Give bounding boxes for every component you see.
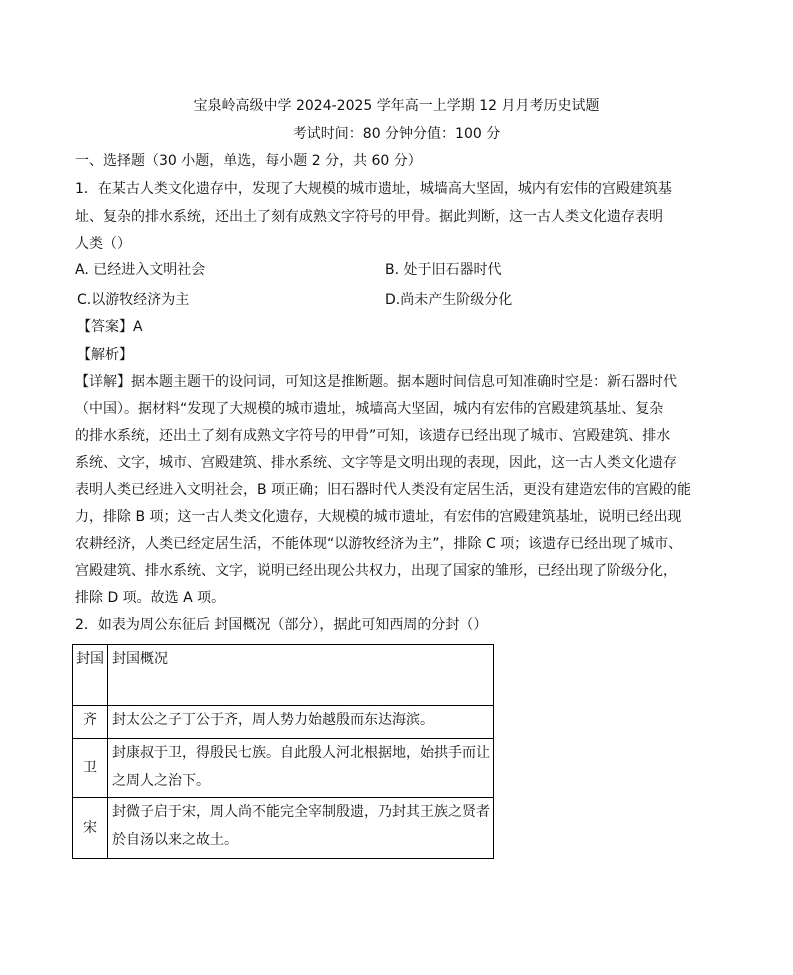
q2-stem: 2．如表为周公东征后 封国概况（部分），据此可知西周的分封（） xyxy=(75,617,488,633)
overview-cell: 封微子启于宋，周人尚不能完全宰制殷遗，乃封其王族之贤者 於自汤以来之故土。 xyxy=(108,798,494,859)
q1-analysis-line: 力，排除 B 项；这一古人类文化遗存，大规模的城市遗址，有宏伟的宫殿建筑基址，说明已经出现 xyxy=(75,509,682,525)
header-cell-overview: 封国概况 xyxy=(108,645,494,706)
overview-cell: 封康叔于卫，得殷民七族。自此殷人河北根据地，始拱手而让 之周人之治下。 xyxy=(108,739,494,798)
q1-analysis-line: 【详解】据本题主题干的设问词，可知这是推断题。据本题时间信息可知准确时空是：新石器时代 xyxy=(75,374,677,390)
q1-stem-line: 1．在某古人类文化遗存中，发现了大规模的城市遗址，城墙高大坚固，城内有宏伟的宫殿建筑基 xyxy=(75,181,672,197)
q1-option-c: C.以游牧经济为主 xyxy=(77,292,190,308)
table-row xyxy=(73,706,494,739)
section-heading: 一、选择题（30 小题，单选，每小题 2 分，共 60 分） xyxy=(75,153,422,169)
header-cell-state: 封国 xyxy=(73,645,108,706)
q1-analysis-line: 系统、文字，城市、宫殿建筑、排水系统、文字等是文明出现的表现，因此，这一古人类文化遗存 xyxy=(75,455,677,471)
q1-analysis-line: 农耕经济，人类已经定居生活，不能体现“以游牧经济为主”，排除 C 项；该遗存已经出现了城市、 xyxy=(75,536,683,552)
state-cell: 宋 xyxy=(73,798,108,859)
q1-analysis-label: 【解析】 xyxy=(77,347,133,363)
q1-option-d: D.尚未产生阶级分化 xyxy=(385,292,513,308)
q1-stem-line: 址、复杂的排水系统，还出土了刻有成熟文字符号的甲骨。据此判断，这一古人类文化遗存表明 xyxy=(75,209,663,225)
exam-subtitle: 考试时间：80 分钟分值：100 分 xyxy=(292,126,501,142)
q1-answer: 【答案】A xyxy=(77,319,143,335)
q1-option-a: A. 已经进入文明社会 xyxy=(75,262,206,278)
q1-analysis-line: 的排水系统，还出土了刻有成熟文字符号的甲骨”可知，该遗存已经出现了城市、宫殿建筑、排水 xyxy=(75,428,671,444)
table-row xyxy=(73,739,494,798)
q1-analysis-line: 排除 D 项。故选 A 项。 xyxy=(75,590,226,606)
table-row xyxy=(73,798,494,859)
fief-table xyxy=(72,644,494,859)
q1-analysis-line: 宫殿建筑、排水系统、文字，说明已经出现公共权力，出现了国家的雏形，已经出现了阶级分化， xyxy=(75,563,677,579)
q1-stem-line: 人类（） xyxy=(75,236,131,252)
state-cell: 卫 xyxy=(73,739,108,798)
exam-title: 宝泉岭高级中学 2024-2025 学年高一上学期 12 月月考历史试题 xyxy=(193,98,600,114)
q1-analysis-line: （中国）。据材料“发现了大规模的城市遗址，城墙高大坚固，城内有宏伟的宫殿建筑基址、复杂 xyxy=(75,401,664,417)
overview-cell: 封太公之子丁公于齐，周人势力始越殷而东达海滨。 xyxy=(108,706,494,739)
table-header-row xyxy=(73,645,494,706)
q1-option-b: B. 处于旧石器时代 xyxy=(385,262,502,278)
q1-analysis-line: 表明人类已经进入文明社会，B 项正确；旧石器时代人类没有定居生活，更没有建造宏伟的宫殿的能 xyxy=(75,482,692,498)
state-cell: 齐 xyxy=(73,706,108,739)
